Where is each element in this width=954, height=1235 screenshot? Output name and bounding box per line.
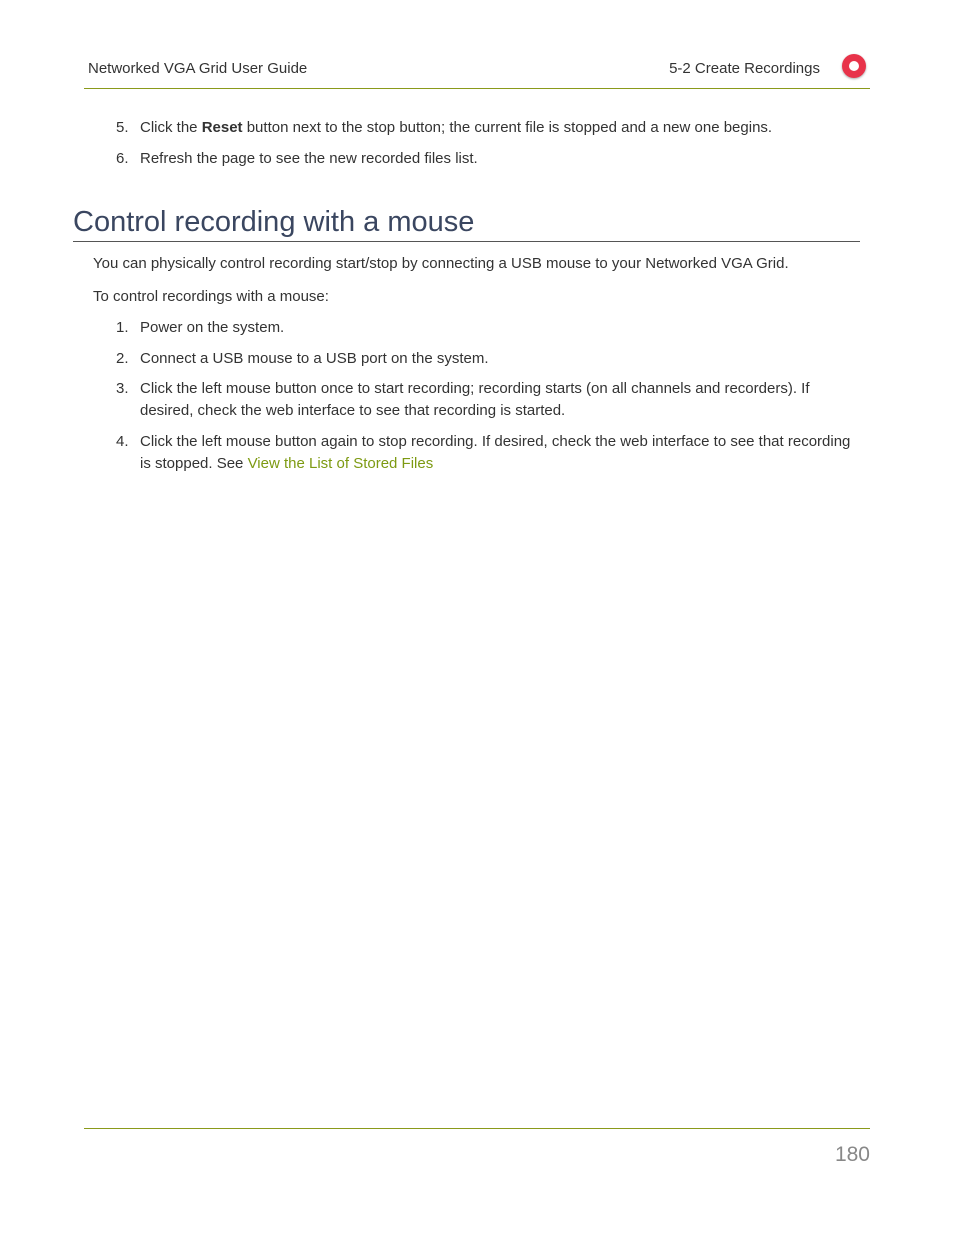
list-item [116, 348, 856, 370]
list-number: 5. [116, 119, 129, 136]
section-breadcrumb: 5-2 Create Recordings [669, 60, 820, 77]
section-heading: Control recording with a mouse [73, 202, 860, 242]
step-text: Click the left mouse button again to stop recording. If desired, check the web interface to see that recording is stopped. See [140, 433, 851, 472]
list-text: Connect a USB mouse to a USB port on the system. [140, 350, 489, 367]
list-text: Click the left mouse button once to start recording; recording starts (on all channels and recorders). If desired, check the web interface to see that recording is started. [140, 380, 810, 419]
page-header [84, 52, 870, 89]
list-item [116, 378, 856, 422]
page-number: 180 [834, 1143, 870, 1166]
list-text: Power on the system. [140, 319, 285, 336]
footer-rule [84, 1128, 870, 1129]
step-text-post: button next to the stop button; the current file is stopped and a new one begins. [242, 119, 773, 136]
list-number: 3. [116, 380, 129, 397]
list-number: 2. [116, 350, 129, 367]
list-text [140, 117, 856, 139]
stored-files-link[interactable]: View the List of Stored Files [247, 455, 434, 472]
list-item [116, 431, 856, 475]
list-item [116, 117, 856, 139]
record-icon [842, 54, 866, 78]
list-number: 1. [116, 319, 129, 336]
list-number: 6. [116, 150, 129, 167]
list-text: Refresh the page to see the new recorded files list. [140, 150, 478, 167]
list-item [116, 148, 856, 170]
reset-button-label: Reset [201, 119, 243, 136]
step-text-pre: Click the [140, 119, 202, 136]
list-text [140, 431, 856, 475]
intro-paragraph: You can physically control recording start/stop by connecting a USB mouse to your Networked VGA Grid. [93, 255, 789, 272]
lead-paragraph: To control recordings with a mouse: [93, 288, 329, 305]
list-item [116, 317, 856, 339]
document-title: Networked VGA Grid User Guide [88, 60, 308, 77]
list-number: 4. [116, 433, 129, 450]
